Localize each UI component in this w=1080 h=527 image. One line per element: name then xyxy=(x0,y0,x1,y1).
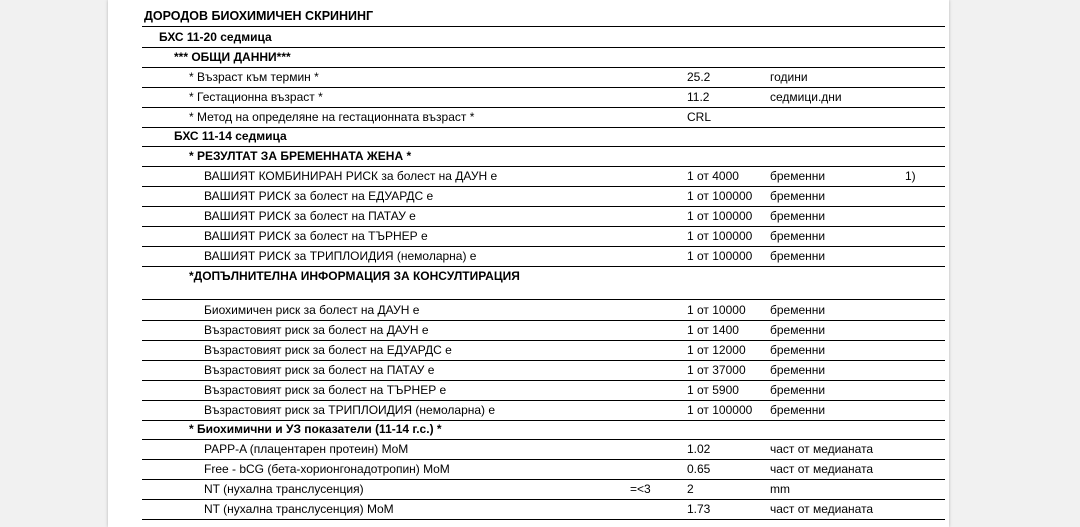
table-row xyxy=(142,400,945,421)
row-unit: бременни xyxy=(770,343,826,357)
row-value: 1 от 10000 xyxy=(687,303,746,317)
table-row xyxy=(142,87,945,108)
row-label: ВАШИЯТ РИСК за болест на ПАТАУ е xyxy=(204,209,416,223)
row-label: NT (нухална транслусенция) xyxy=(204,482,364,496)
row-label: Възрастовият риск за болест на ТЪРНЕР е xyxy=(204,383,447,397)
table-row xyxy=(142,439,945,460)
table-row xyxy=(142,246,945,267)
row-label: ВАШИЯТ РИСК за болест на ЕДУАРДС е xyxy=(204,189,434,203)
row-label: ВАШИЯТ РИСК за ТРИПЛОИДИЯ (немоларна) е xyxy=(204,249,477,263)
row-reference-range: =<3 xyxy=(630,482,651,496)
group-heading: *ДОПЪЛНИТЕЛНА ИНФОРМАЦИЯ ЗА КОНСУЛТИРАЦИЯ xyxy=(189,269,520,283)
row-footnote: 1) xyxy=(905,169,916,183)
row-value: 0.65 xyxy=(687,462,711,476)
row-unit: бременни xyxy=(770,189,826,203)
row-label: PAPP-A (плацентарен протеин) MoM xyxy=(204,442,409,456)
group-heading-row xyxy=(142,266,945,300)
row-label: NT (нухална транслусенция) MoM xyxy=(204,502,394,516)
row-unit: бременни xyxy=(770,323,826,337)
table-row xyxy=(142,300,945,321)
row-value: 1 от 1400 xyxy=(687,323,739,337)
table-row xyxy=(142,479,945,500)
report-title: ДОРОДОВ БИОХИМИЧЕН СКРИНИНГ xyxy=(144,9,374,23)
row-label: Възрастовият риск за болест на ПАТАУ е xyxy=(204,363,435,377)
row-value: 11.2 xyxy=(687,90,710,104)
row-label: * Възраст към термин * xyxy=(189,70,319,84)
table-row xyxy=(142,186,945,207)
group-heading: * Биохимични и УЗ показатели (11-14 г.с.) * xyxy=(189,422,442,436)
row-unit: бременни xyxy=(770,363,826,377)
row-label: Free - bCG (бета-хорионгонадотропин) MoM xyxy=(204,462,450,476)
row-value: 1.02 xyxy=(687,442,711,456)
table-row xyxy=(142,67,945,88)
row-value: 1.73 xyxy=(687,502,711,516)
group-heading-row xyxy=(142,419,945,440)
row-unit: бременни xyxy=(770,169,826,183)
row-unit: mm xyxy=(770,482,790,496)
group-heading-row xyxy=(142,47,945,68)
table-row xyxy=(142,206,945,227)
row-unit: част от медианата xyxy=(770,442,874,456)
row-value: 1 от 100000 xyxy=(687,249,753,263)
report-title-row xyxy=(142,6,945,27)
row-value: 1 от 100000 xyxy=(687,403,753,417)
row-value: 1 от 4000 xyxy=(687,169,739,183)
row-label: * Гестационна възраст * xyxy=(189,90,323,104)
group-heading: *** ОБЩИ ДАННИ*** xyxy=(174,50,291,64)
row-label: Възрастовият риск за болест на ДАУН е xyxy=(204,323,429,337)
row-label: ВАШИЯТ РИСК за болест на ТЪРНЕР е xyxy=(204,229,428,243)
row-unit: бременни xyxy=(770,229,826,243)
row-unit: бременни xyxy=(770,249,826,263)
report-page xyxy=(108,0,949,527)
table-row xyxy=(142,340,945,361)
row-label: * Метод на определяне на гестационната възраст * xyxy=(189,110,475,124)
row-unit: бременни xyxy=(770,209,826,223)
group-heading-row xyxy=(142,146,945,167)
row-label: Възрастовият риск за ТРИПЛОИДИЯ (немоларна) е xyxy=(204,403,496,417)
row-unit: част от медианата xyxy=(770,462,874,476)
section-header: БХС 11-14 седмица xyxy=(174,129,287,143)
row-value: 1 от 5900 xyxy=(687,383,739,397)
table-row xyxy=(142,459,945,480)
row-label: ВАШИЯТ КОМБИНИРАН РИСК за болест на ДАУН е xyxy=(204,169,498,183)
row-value: 1 от 100000 xyxy=(687,209,753,223)
row-unit: бременни xyxy=(770,403,826,417)
row-value: 1 от 12000 xyxy=(687,343,746,357)
section-header-row xyxy=(142,27,945,48)
row-value: CRL xyxy=(687,110,712,124)
table-row xyxy=(142,320,945,341)
row-value: 25.2 xyxy=(687,70,711,84)
group-heading: * РЕЗУЛТАТ ЗА БРЕМЕННАТА ЖЕНА * xyxy=(189,149,412,163)
table-row xyxy=(142,107,945,128)
row-value: 1 от 100000 xyxy=(687,189,753,203)
table-row xyxy=(142,166,945,187)
row-unit: седмици.дни xyxy=(770,90,842,104)
row-unit: част от медианата xyxy=(770,502,874,516)
table-row xyxy=(142,226,945,247)
row-label: Биохимичен риск за болест на ДАУН е xyxy=(204,303,420,317)
row-value: 1 от 37000 xyxy=(687,363,746,377)
row-unit: бременни xyxy=(770,383,826,397)
row-unit: бременни xyxy=(770,303,826,317)
table-row xyxy=(142,499,945,520)
table-row xyxy=(142,360,945,381)
row-unit: години xyxy=(770,70,808,84)
section-header: БХС 11-20 седмица xyxy=(159,30,272,44)
section-header-row xyxy=(142,126,945,147)
row-label: Възрастовият риск за болест на ЕДУАРДС е xyxy=(204,343,452,357)
row-value: 2 xyxy=(687,482,694,496)
table-row xyxy=(142,380,945,401)
row-value: 1 от 100000 xyxy=(687,229,753,243)
